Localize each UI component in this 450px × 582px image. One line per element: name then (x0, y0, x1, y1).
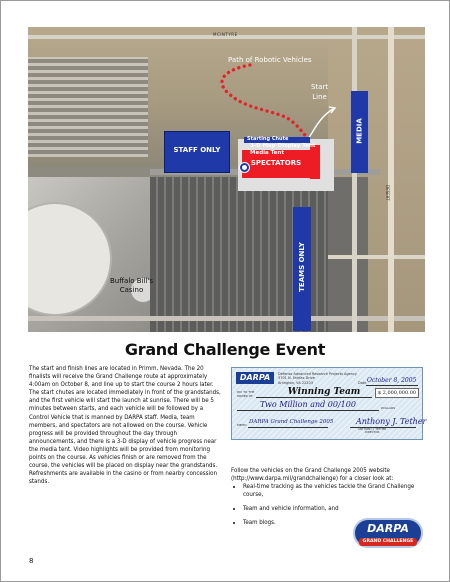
check-date: October 8, 2005 (367, 377, 417, 384)
start-line-label (311, 82, 328, 102)
road-label-mcintyre: MCINTYRE (213, 32, 238, 37)
check-amount: $ 2,000,000.00 (375, 388, 419, 398)
check-memo: DARPA Grand Challenge 2005 (249, 419, 334, 425)
logo-darpa-text: DARPA (367, 522, 409, 535)
logo-grand-challenge-text: GRAND CHALLENGE (362, 539, 414, 544)
staff-only-zone (164, 131, 230, 173)
prize-check (231, 367, 427, 440)
check-pay-label (237, 390, 254, 398)
tent-label-media: Media Tent (250, 150, 284, 156)
map-road (352, 27, 357, 332)
page-title: Grand Challenge Event (124, 340, 326, 359)
check-signer-line: DIRECTOR (364, 430, 380, 435)
check-memo-line (248, 427, 328, 428)
starting-chute-label: Starting Chute (247, 136, 289, 142)
map-road (28, 316, 425, 321)
casino-label-line: Buffalo Bill's (110, 277, 154, 285)
page-number: 8 (29, 557, 34, 565)
check-amount-words: Two Million and 00/100 (260, 400, 356, 409)
tent-label-3d-map: 3-D Map Display Tent (250, 143, 316, 149)
follow-list-item: • Team and vehicle information, and (243, 505, 421, 513)
check-dollars-label: DOLLARS (381, 406, 396, 410)
check-address-line: Defense Advanced Research Projects Agency (278, 372, 358, 376)
path-label: Path of Robotic Vehicles (228, 56, 312, 64)
start-line-label-line: Start (311, 83, 329, 91)
teams-only-label: TEAMS ONLY (298, 242, 306, 292)
check-signature: Anthony J. Tether (356, 417, 427, 426)
check-address-line: Arlington, VA 22203 (278, 380, 313, 385)
check-memo-label: MEMO (237, 423, 247, 427)
check-date-label: Date (358, 381, 367, 385)
media-zone (351, 91, 368, 173)
check-pay-label-line: PAY TO THE (237, 390, 255, 394)
check-signer (358, 428, 386, 435)
map-road (328, 255, 425, 259)
follow-list-item: • Real-time tracking as the vehicles tackle the Grand Challenge course, (243, 483, 421, 499)
map-road (388, 27, 394, 332)
map-rv-lot (28, 57, 148, 157)
casino-label (110, 277, 153, 295)
darpa-grand-challenge-logo (353, 516, 423, 554)
follow-list-item: • Team blogs. (243, 519, 421, 527)
check-address-line: 3701 N. Fairfax Drive (278, 376, 316, 381)
darpa-logo: DARPA (236, 372, 274, 384)
start-line-label-line: Line (312, 93, 327, 101)
road-label-desert: DESERT (385, 185, 390, 201)
check-payee-line (256, 397, 372, 398)
casino-label-line: Casino (119, 286, 144, 294)
follow-intro: Follow the vehicles on the Grand Challenge 2005 website (http://www.darpa.mil/grandchallenge) for a closer look at: (231, 467, 394, 483)
staff-only-label: STAFF ONLY (173, 146, 221, 154)
spectators-label: SPECTATORS (250, 159, 302, 167)
check-signer-line: ANTHONY J. TETHER (358, 427, 387, 431)
check-date-line (366, 385, 418, 386)
event-site-map (28, 27, 425, 332)
check-pay-label-line: ORDER OF (237, 394, 253, 398)
check-payee: Winning Team (287, 387, 361, 397)
control-vehicle-icon (239, 162, 250, 173)
check-words-line (237, 410, 379, 411)
media-label: MEDIA (355, 118, 364, 144)
check-address (278, 372, 357, 385)
tent-labels (250, 143, 316, 157)
event-description: The start and finish lines are located in Primm, Nevada. The 20 finalists will receive the Grand Challenge route at approximately 4:00am on October 8, and line up to start the course 2 hours later. The start chutes are located immediately in front of the grandstands, and the first vehicle will start the launch at sunrise. There will be 5 minutes between starts, and each vehicle will be followed by a Control Vehicle that is manned by DARPA staff. Media, team members, and spectators are not allowed on the course. Vehicle progress will be provided throughout the day through announcements, and there is a 3-D display of vehicle progress near the media tent. Video highlights will be provided from monitoring points on the course. As vehicles finish or are removed from the course, the vehicles will be placed on display near the grandstands. Refreshments are available in the casino or from nearby concession stands. (29, 365, 221, 486)
teams-only-zone (293, 207, 311, 331)
